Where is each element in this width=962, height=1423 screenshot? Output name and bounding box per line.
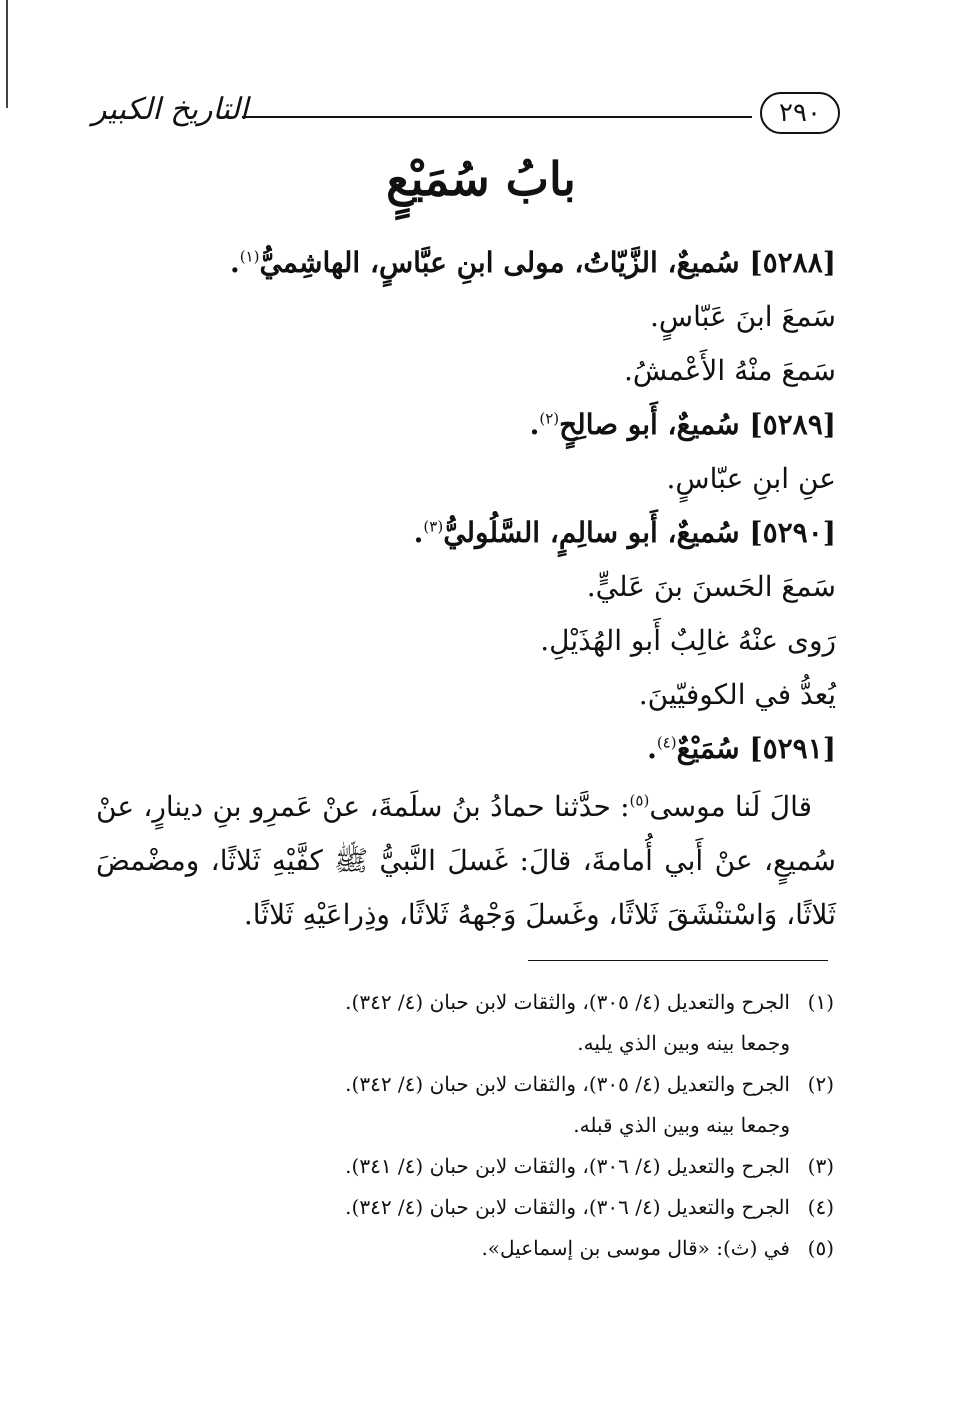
book-title: التاريخ الكبير [92, 92, 249, 127]
footnote-number: (٤) [807, 1195, 834, 1219]
paragraph-rest: : حدَّثنا حمادُ بنُ سلَمةَ، عنْ عَمرِو بنِ دينارٍ، عنْ سُميعٍ، عنْ أَبي أُمامةَ، قالَ: غَسلَ النَّبيُّ ﷺ كفَّيْهِ ثَلاثًا، ومضْمضَ ثَلاثًا، وَاسْتنْشَقَ ثَلاثًا، وغَسلَ وَجْههُ ثَلاثًا، وذِراعَيْهِ ثَلاثًا. [96, 790, 836, 931]
entry-number: [٥٢٩٠] [749, 516, 836, 549]
entry-name: سُميعٌ، أَبو سالِمٍ، السَّلُوليُّ [443, 516, 740, 549]
footnote-4 [250, 1187, 834, 1228]
main-text [96, 236, 836, 942]
entry-tail: . [529, 408, 540, 441]
footnote-5 [250, 1228, 834, 1269]
footnote-1-continuation: وجمعا بينه وبين الذي يليه. [577, 1031, 790, 1055]
footnote-number: (١) [807, 990, 834, 1014]
footnote-number: (٢) [807, 1072, 834, 1096]
footnote-2 [250, 1064, 834, 1105]
entry-name: سُميعٌ، الزَّيّاتُ، مولى ابنِ عبَّاسٍ، الهاشِميُّ [259, 246, 740, 279]
footnote-rule [528, 960, 828, 961]
entry-tail: . [647, 732, 657, 765]
text-line: عنِ ابنِ عبّاسٍ. [666, 462, 836, 495]
footnote-1 [250, 982, 834, 1023]
footnote-number: (٣) [807, 1154, 834, 1178]
footnote-text: الجرح والتعديل (٤/ ٣٠٦)، والثقات لابن حبان (٤/ ٣٤٢). [345, 1195, 790, 1219]
page-number: ٢٩٠ [760, 92, 840, 134]
footnote-number: (٥) [807, 1236, 834, 1260]
entry-tail: . [229, 246, 240, 279]
footnote-3 [250, 1146, 834, 1187]
page-header [80, 92, 840, 140]
footnote-ref: (٣) [423, 517, 444, 536]
text-line: يُعدُّ في الكوفيّينَ. [638, 678, 836, 711]
entry-number: [٥٢٩١] [749, 732, 836, 765]
entry-tail: . [413, 516, 424, 549]
entry-name: سُمَيْعٌ [676, 732, 740, 765]
paragraph-start: قالَ لَنا موسى [649, 790, 812, 823]
footnote-text: الجرح والتعديل (٤/ ٣٠٥)، والثقات لابن حبان (٤/ ٣٤٢). [345, 990, 790, 1014]
text-line: سَمعَ منْهُ الأَعْمشُ. [623, 354, 836, 387]
header-rule [242, 116, 752, 118]
entry-number: [٥٢٨٨] [749, 246, 836, 279]
entry-5289 [96, 398, 836, 452]
footnote-2-continuation: وجمعا بينه وبين الذي قبله. [573, 1113, 790, 1137]
entry-name: سُميعٌ، أَبو صالِحٍ [559, 408, 740, 441]
entry-5288 [96, 236, 836, 290]
text-line: سَمعَ الحَسنَ بنَ عَليٍّ. [586, 570, 836, 603]
entry-5290 [96, 506, 836, 560]
footnote-text: في (ث): «قال موسى بن إسماعيل». [481, 1236, 790, 1260]
footnote-ref: (٤) [656, 733, 677, 752]
entry-5291 [96, 722, 836, 776]
text-line: سَمعَ ابنَ عَبّاسٍ. [649, 300, 836, 333]
footnotes [250, 982, 834, 1269]
text-line: رَوى عنْهُ غالِبٌ أَبو الهُذَيْلِ. [540, 624, 836, 657]
page-edge-line [6, 0, 8, 108]
footnote-ref: (٥) [629, 791, 650, 810]
footnote-ref: (١) [239, 247, 260, 266]
chapter-title: بابُ سُمَيْعٍ [386, 152, 576, 206]
footnote-text: الجرح والتعديل (٤/ ٣٠٥)، والثقات لابن حبان (٤/ ٣٤٢). [345, 1072, 790, 1096]
entry-number: [٥٢٨٩] [749, 408, 836, 441]
footnote-text: الجرح والتعديل (٤/ ٣٠٦)، والثقات لابن حبان (٤/ ٣٤١). [345, 1154, 790, 1178]
footnote-ref: (٢) [539, 409, 560, 428]
hadith-paragraph [96, 780, 836, 942]
